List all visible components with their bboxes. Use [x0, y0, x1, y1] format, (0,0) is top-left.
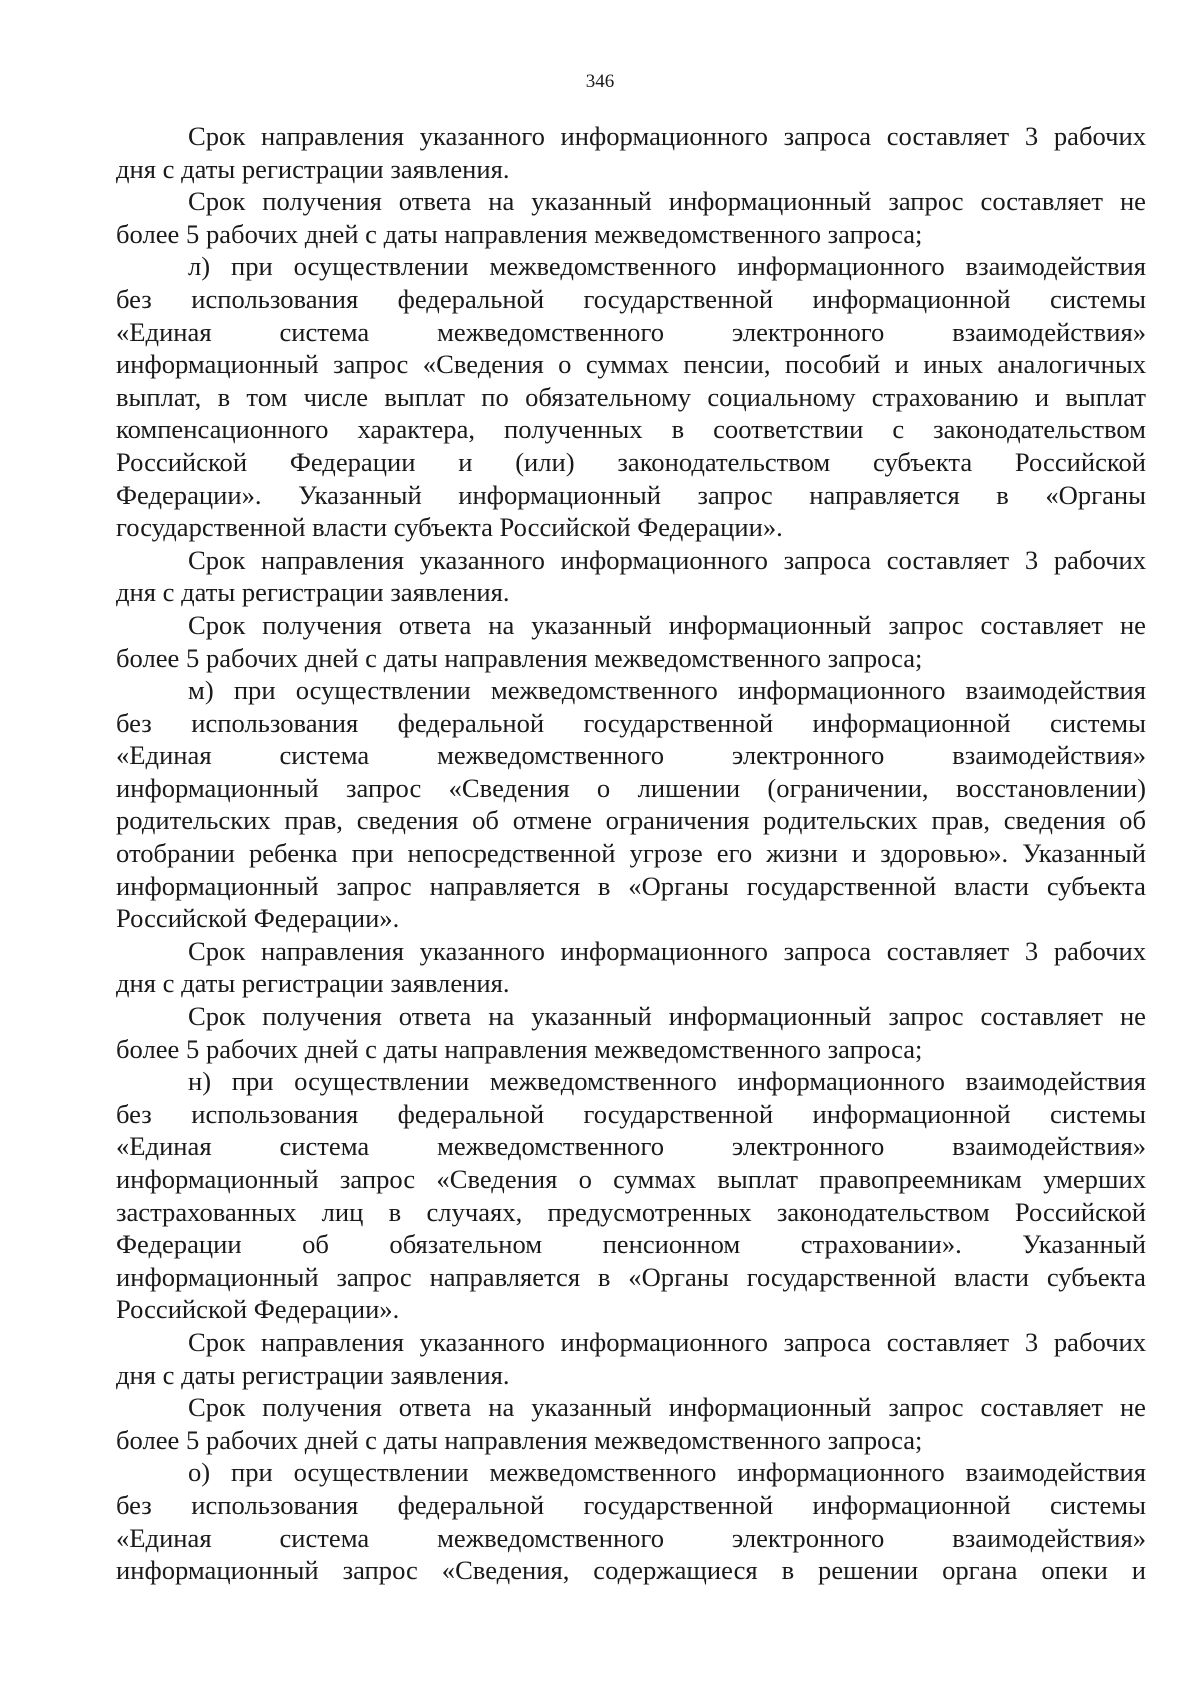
text-line: «Единая система межведомственного электронного взаимодействия»	[116, 1522, 1146, 1553]
text-line: Срок направления указанного информационного запроса составляет 3 рабочих	[188, 544, 1146, 575]
text-line: более 5 рабочих дней с даты направления межведомственного запроса;	[116, 1424, 923, 1455]
text-line: отобрании ребенка при непосредственной угрозе его жизни и здоровью». Указанный	[116, 838, 1146, 869]
text-line: Срок направления указанного информационного запроса составляет 3 рабочих	[188, 935, 1146, 966]
text-line: информационный запрос «Сведения, содержащиеся в решении органа опеки и	[116, 1555, 1146, 1586]
text-line: н) при осуществлении межведомственного информационного взаимодействия	[188, 1066, 1146, 1097]
text-line: информационный запрос «Сведения о суммах пенсии, пособий и иных аналогичных	[116, 349, 1146, 380]
text-line: дня с даты регистрации заявления.	[116, 1359, 510, 1390]
text-line: Федерации». Указанный информационный запрос направляется в «Органы	[116, 479, 1146, 510]
text-line: л) при осуществлении межведомственного информационного взаимодействия	[188, 251, 1146, 282]
text-line: м) при осуществлении межведомственного информационного взаимодействия	[188, 675, 1146, 706]
text-line: Российской Федерации».	[116, 1294, 400, 1325]
text-line: Срок получения ответа на указанный информационный запрос составляет не	[188, 186, 1146, 217]
text-line: информационный запрос «Сведения о суммах выплат правопреемникам умерших	[116, 1164, 1146, 1194]
text-line: Срок направления указанного информационного запроса составляет 3 рабочих	[188, 121, 1146, 151]
text-line: выплат, в том числе выплат по обязательному социальному страхованию и выплат	[116, 381, 1146, 412]
page-number: 346	[585, 71, 615, 92]
text-line: о) при осуществлении межведомственного информационного взаимодействия	[188, 1457, 1146, 1488]
text-line: Российской Федерации и (или) законодательством субъекта Российской	[116, 446, 1146, 477]
text-line: более 5 рабочих дней с даты направления межведомственного запроса;	[116, 218, 923, 249]
text-line: Срок получения ответа на указанный информационный запрос составляет не	[188, 1001, 1146, 1032]
text-line: более 5 рабочих дней с даты направления межведомственного запроса;	[116, 1033, 923, 1064]
text-line: компенсационного характера, полученных в соответствии с законодательством	[116, 414, 1146, 445]
text-line: информационный запрос «Сведения о лишении (ограничении, восстановлении)	[116, 772, 1146, 803]
text-line: Федерации об обязательном пенсионном страховании». Указанный	[116, 1229, 1146, 1260]
text-line: без использования федеральной государственной информационной системы	[116, 1489, 1146, 1520]
text-line: Российской Федерации».	[116, 903, 400, 934]
text-line: «Единая система межведомственного электронного взаимодействия»	[116, 1131, 1146, 1162]
text-line: дня с даты регистрации заявления.	[116, 577, 510, 608]
text-line: родительских прав, сведения об отмене ограничения родительских прав, сведения об	[116, 805, 1146, 836]
text-line: Срок получения ответа на указанный информационный запрос составляет не	[188, 609, 1146, 640]
text-line: Срок получения ответа на указанный информационный запрос составляет не	[188, 1392, 1146, 1423]
text-line: более 5 рабочих дней с даты направления межведомственного запроса;	[116, 642, 923, 673]
text-line: без использования федеральной государственной информационной системы	[116, 1098, 1146, 1129]
text-line: дня с даты регистрации заявления.	[116, 153, 510, 184]
text-line: дня с даты регистрации заявления.	[116, 968, 510, 999]
text-line: Срок направления указанного информационного запроса составляет 3 рабочих	[188, 1326, 1146, 1357]
text-line: без использования федеральной государственной информационной системы	[116, 707, 1146, 738]
text-line: информационный запрос направляется в «Органы государственной власти субъекта	[116, 870, 1146, 901]
text-line: «Единая система межведомственного электронного взаимодействия»	[116, 740, 1146, 771]
text-line: информационный запрос направляется в «Органы государственной власти субъекта	[116, 1261, 1146, 1292]
text-line: государственной власти субъекта Российской Федерации».	[116, 512, 783, 543]
text-line: без использования федеральной государственной информационной системы	[116, 283, 1146, 314]
text-line: застрахованных лиц в случаях, предусмотренных законодательством Российской	[116, 1196, 1146, 1227]
document-body	[116, 120, 1146, 1587]
text-line: «Единая система межведомственного электронного взаимодействия»	[116, 316, 1146, 347]
